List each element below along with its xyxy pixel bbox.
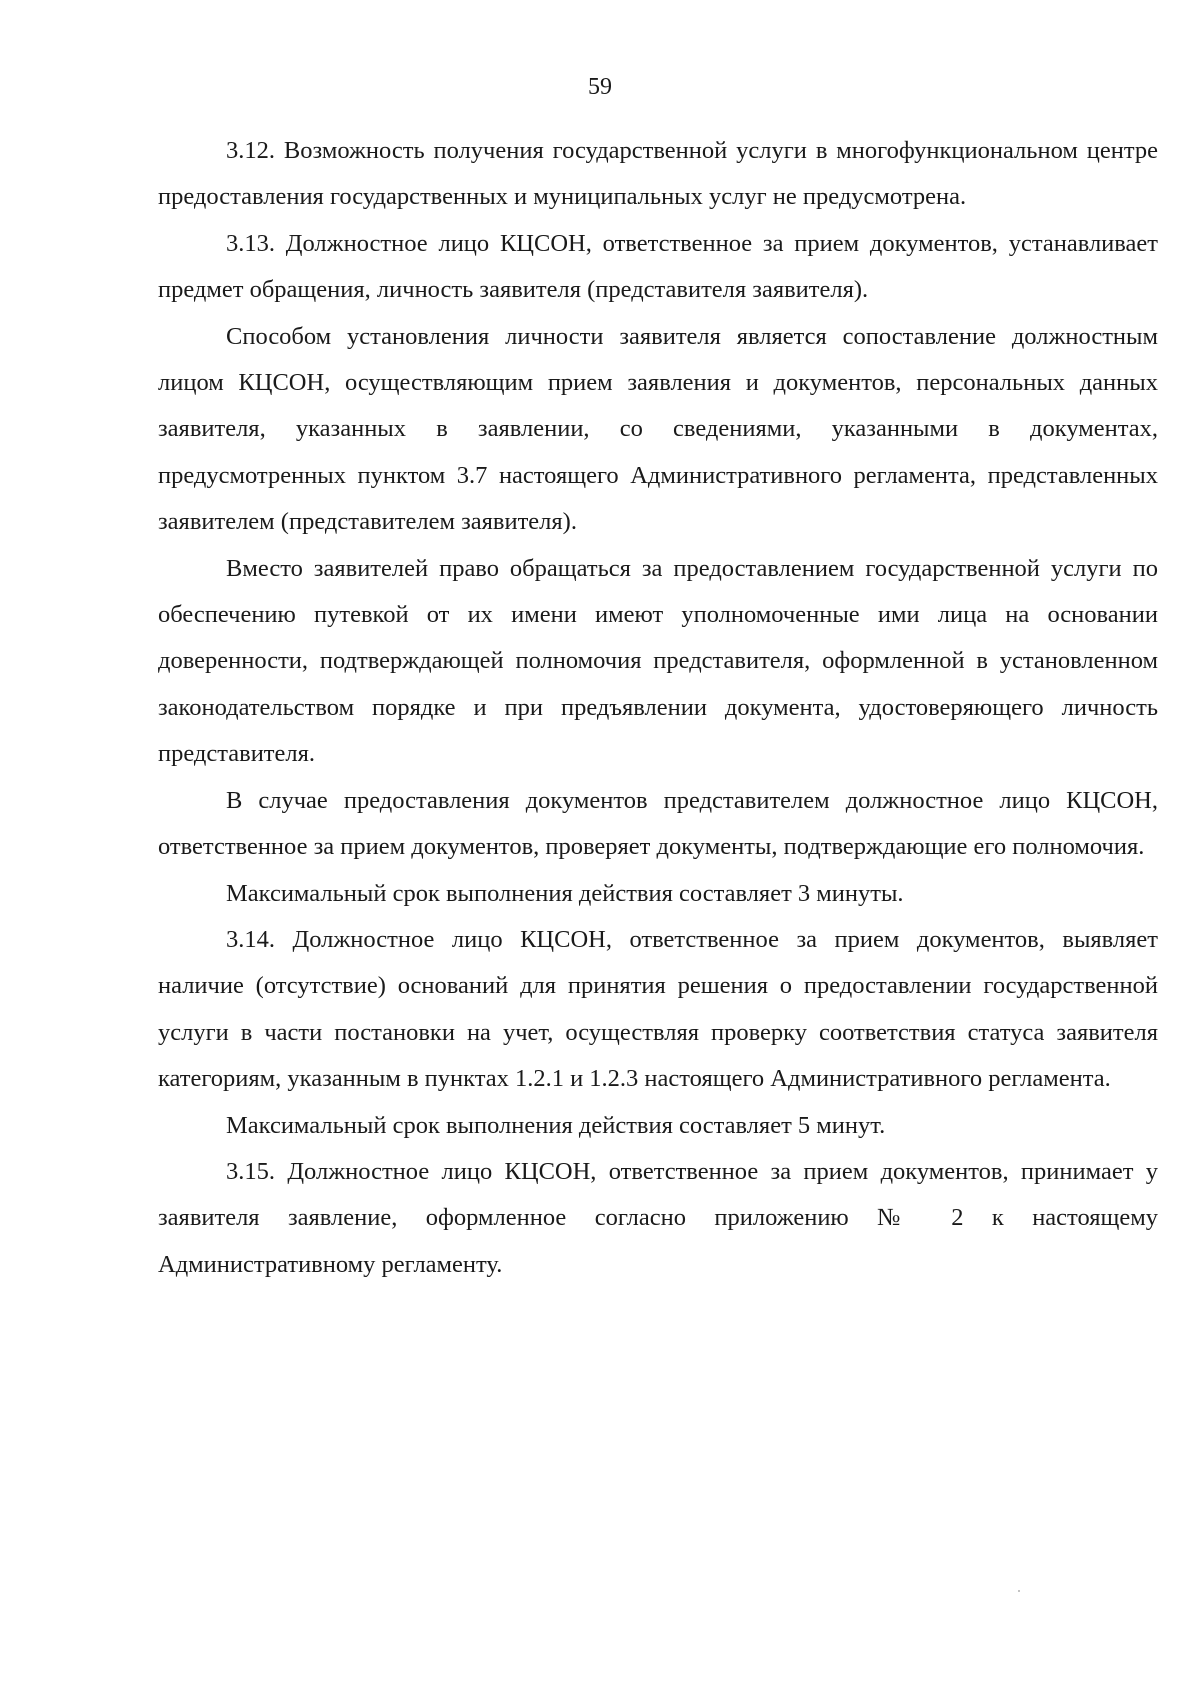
paragraph-representative-check: В случае предоставления документов представителем должностное лицо КЦСОН, ответственное за прием документов, проверяет документы, подтверждающие его полномочия. xyxy=(158,786,1158,861)
paragraph-3-14: 3.14. Должностное лицо КЦСОН, ответственное за прием документов, выявляет наличие (отсутствие) оснований для принятия решения о предоставлении государственной услуги в части постановки на учет, осуществляя проверку соответствия статуса заявителя категориям, указанным в пунктах 1.2.1 и 1.2.3 настоящего Административного регламента. xyxy=(158,925,1158,1093)
paragraph-authorized-persons: Вместо заявителей право обращаться за предоставлением государственной услуги по обеспечению путевкой от их имени имеют уполномоченные ими лица на основании доверенности, подтверждающей полномочия представителя, оформленной в установленном законодательством порядке и при предъявлении документа, удостоверяющего личность представителя. xyxy=(158,554,1158,768)
scan-speck xyxy=(1018,1590,1020,1592)
paragraph-identity-method: Способом установления личности заявителя является сопоставление должностным лицом КЦСОН, осуществляющим прием заявления и документов, персональных данных заявителя, указанных в заявлении, со сведениями, указанными в документах, предусмотренных пунктом 3.7 настоящего Административного регламента, представленных заявителем (представителем заявителя). xyxy=(158,322,1158,536)
paragraph-max-time-3: Максимальный срок выполнения действия составляет 3 минуты. xyxy=(226,879,904,907)
paragraph-3-15: 3.15. Должностное лицо КЦСОН, ответственное за прием документов, принимает у заявителя заявление, оформленное согласно приложению № 2 к настоящему Административному регламенту. xyxy=(158,1157,1158,1278)
page-number: 59 xyxy=(588,74,612,100)
document-body xyxy=(158,128,1158,1288)
paragraph-3-12: 3.12. Возможность получения государственной услуги в многофункциональном центре предоставления государственных и муниципальных услуг не предусмотрена. xyxy=(158,137,1158,211)
paragraph-3-13: 3.13. Должностное лицо КЦСОН, ответственное за прием документов, устанавливает предмет обращения, личность заявителя (представителя заявителя). xyxy=(158,229,1158,304)
paragraph-max-time-5: Максимальный срок выполнения действия составляет 5 минут. xyxy=(226,1111,886,1139)
